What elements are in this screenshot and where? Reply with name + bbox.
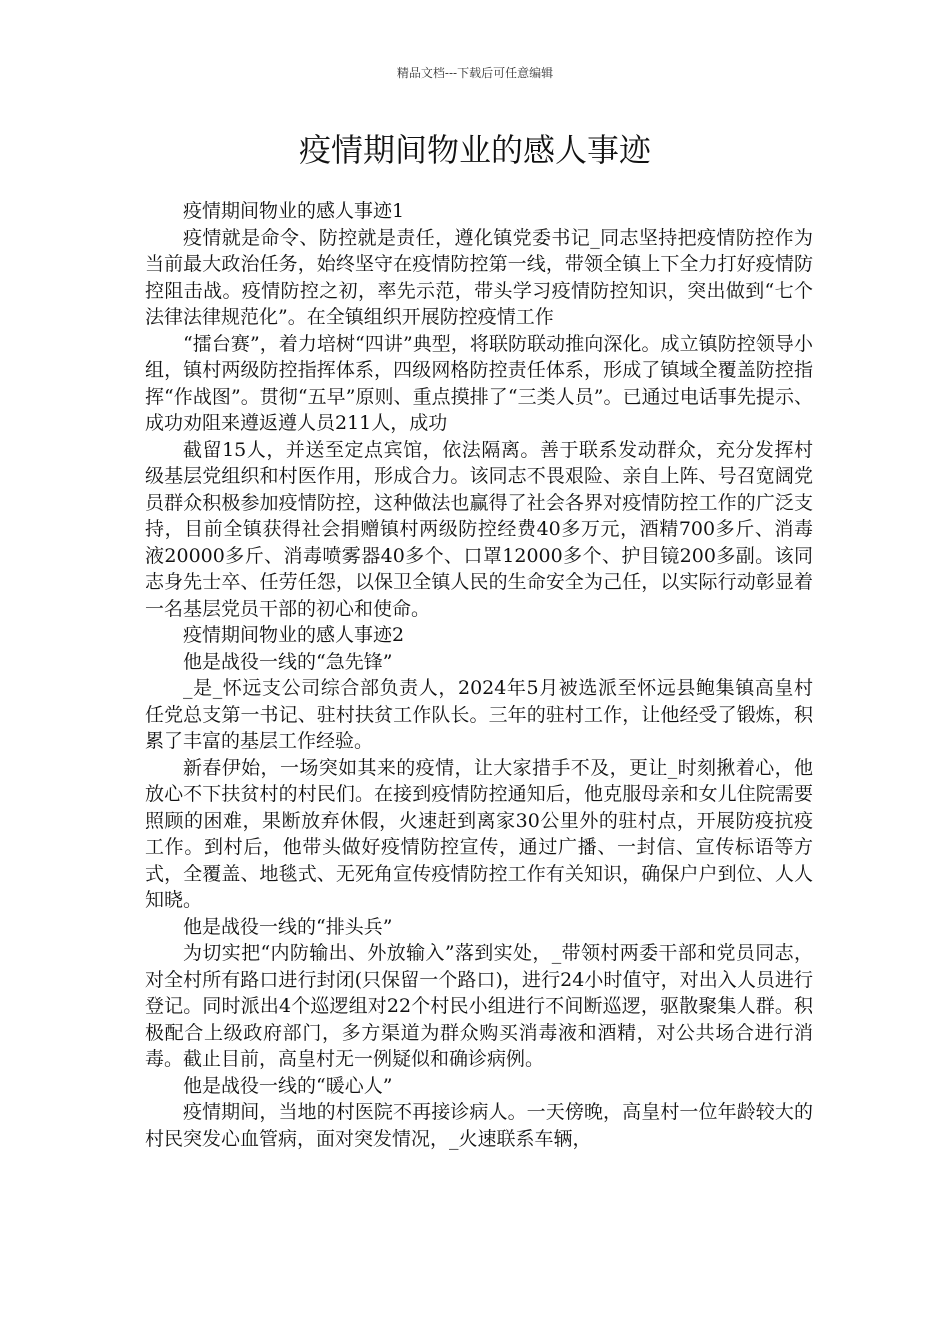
document-body <box>145 198 813 1152</box>
paragraph: 新春伊始，一场突如其来的疫情，让大家措手不及，更让_时刻揪着心，他放心不下扶贫村的村民们。在接到疫情防控通知后，他克服母亲和女儿住院需要照顾的困难，果断放弃休假，火速赶到离家30公里外的驻村点，开展防疫抗疫工作。到村后，他带头做好疫情防控宣传，通过广播、一封信、宣传标语等方式，全覆盖、地毯式、无死角宣传疫情防控工作有关知识，确保户户到位、人人知晓。 <box>145 756 813 911</box>
paragraph: 疫情就是命令、防控就是责任，遵化镇党委书记_同志坚持把疫情防控作为当前最大政治任务，始终坚守在疫情防控第一线，带领全镇上下全力打好疫情防控阻击战。疫情防控之初，率先示范，带头学习疫情防控知识，突出做到“七个法律法律规范化”。在全镇组织开展防控疫情工作 <box>145 226 813 328</box>
paragraph: 为切实把“内防输出、外放输入”落到实处，_带领村两委干部和党员同志，对全村所有路口进行封闭(只保留一个路口)，进行24小时值守，对出入人员进行登记。同时派出4个巡逻组对22个村民小组进行不间断巡逻，驱散聚集人群。积极配合上级政府部门，多方渠道为群众购买消毒液和酒精，对公共场合进行消毒。截止目前，高皇村无一例疑似和确诊病例。 <box>145 942 813 1070</box>
paragraph: 截留15人，并送至定点宾馆，依法隔离。善于联系发动群众，充分发挥村级基层党组织和村医作用，形成合力。该同志不畏艰险、亲自上阵、号召宽阔党员群众积极参加疫情防控，这种做法也赢得了社会各界对疫情防控工作的广泛支持，目前全镇获得社会捐赠镇村两级防控经费40多万元，酒精700多斤、消毒液20000多斤、消毒喷雾器40多个、口罩12000多个、护目镜200多副。该同志身先士卒、任劳任怨，以保卫全镇人民的生命安全为己任，以实际行动彰显着一名基层党员干部的初心和使命。 <box>145 438 813 620</box>
document-title: 疫情期间物业的感人事迹 <box>298 131 651 169</box>
paragraph: 他是战役一线的“急先锋” <box>183 650 393 673</box>
paragraph: 他是战役一线的“暖心人” <box>183 1074 393 1097</box>
paragraph: “擂台赛”，着力培树“四讲”典型，将联防联动推向深化。成立镇防控领导小组，镇村两级防控指挥体系，四级网格防控责任体系，形成了镇域全覆盖防控指挥“作战图”。贯彻“五早”原则、重点摸排了“三类人员”。已通过电话事先提示、成功劝阻来遵返遵人员211人，成功 <box>145 332 813 434</box>
paragraph: 疫情期间物业的感人事迹1 <box>183 200 405 222</box>
page-header: 精品文档---下载后可任意编辑 <box>396 66 554 80</box>
paragraph: 疫情期间物业的感人事迹2 <box>183 624 405 646</box>
paragraph: 疫情期间，当地的村医院不再接诊病人。一天傍晚，高皇村一位年龄较大的村民突发心血管病，面对突发情况，_火速联系车辆， <box>145 1101 813 1150</box>
paragraph: 他是战役一线的“排头兵” <box>183 915 393 938</box>
paragraph: _是_怀远支公司综合部负责人，2024年5月被选派至怀远县鲍集镇高皇村任党总支第一书记、驻村扶贫工作队长。三年的驻村工作，让他经受了锻炼，积累了丰富的基层工作经验。 <box>145 677 813 752</box>
